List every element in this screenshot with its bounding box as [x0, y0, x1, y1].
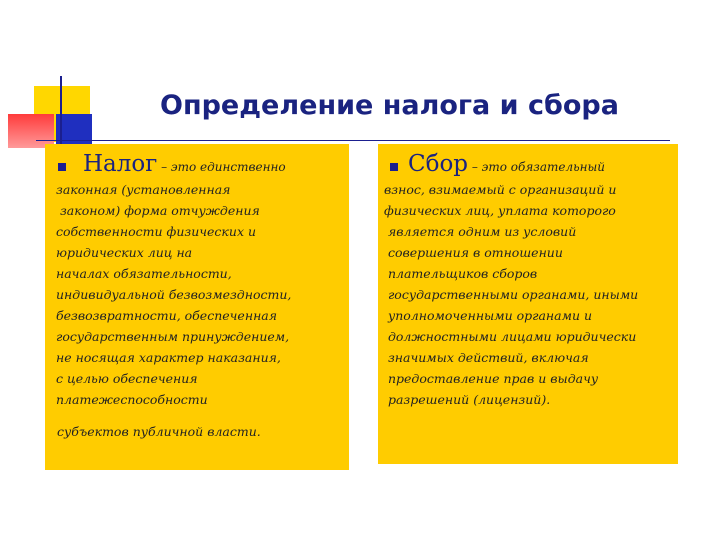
fee-term: Сбор: [408, 151, 469, 177]
fee-term-tail: – это обязательный: [468, 160, 606, 174]
bullet-square-icon: [390, 163, 398, 171]
fee-heading: [408, 151, 605, 177]
fee-definition-panel: [378, 144, 678, 464]
tax-term-tail: – это единственно: [157, 160, 286, 174]
bullet-square-icon: [58, 163, 66, 171]
tax-definition-text: законная (установленная законом) форма отчуждения собственности физических и юридических лиц на началах обязательности, индивидуальной безвозмездности, безвозвратности, обеспеченная государственным принуждением, не носящая характер наказания, с целью обеспечения платежеспособности: [56, 182, 292, 407]
title-underline: [36, 140, 670, 141]
decor-red-square: [8, 114, 54, 148]
tax-definition-panel: [45, 144, 349, 470]
tax-heading: [83, 151, 286, 177]
tax-term: Налог: [83, 151, 158, 177]
tax-definition-tail: субъектов публичной власти.: [57, 424, 261, 439]
slide-title: Определение налога и сбора: [160, 90, 619, 121]
fee-definition-text: взнос, взимаемый с организаций и физических лиц, уплата которого является одним из условий совершения в отношении плательщиков сборов государственными органами, иными уполномоченными органами и должностными лицами юридически значимых действий, включая предоставление прав и выдачу разрешений (лицензий).: [384, 182, 639, 407]
